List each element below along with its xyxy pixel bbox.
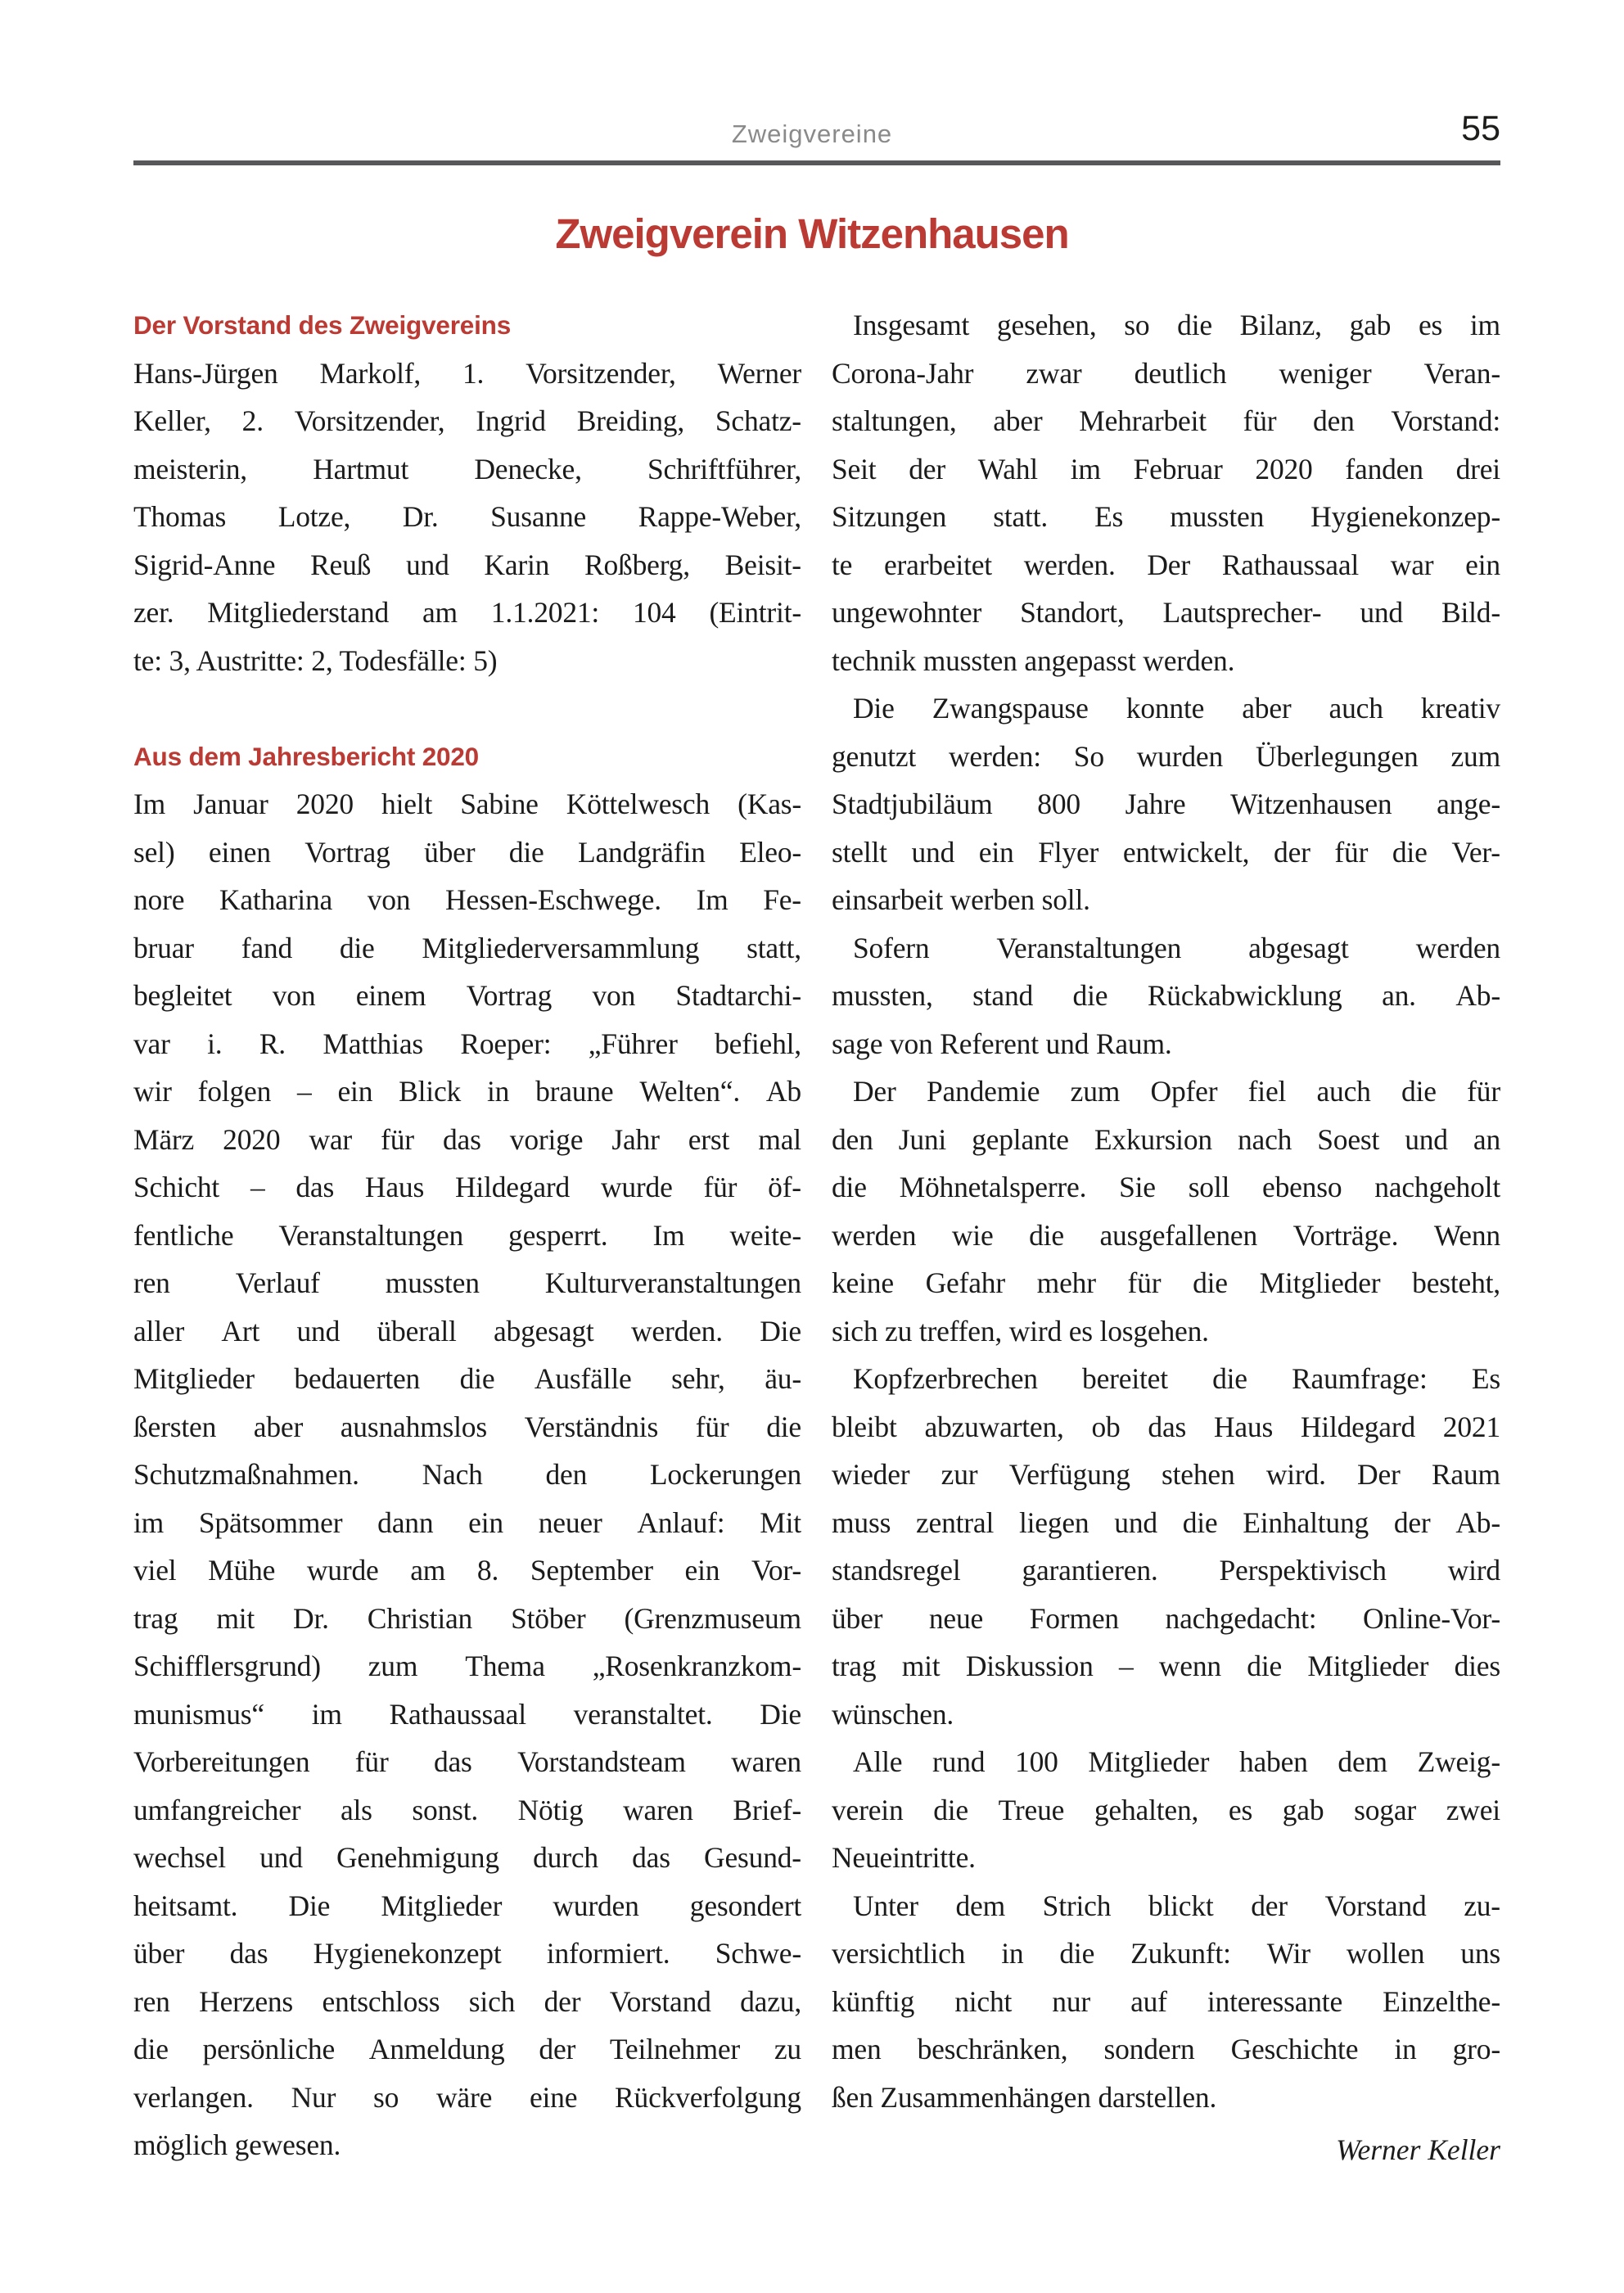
text-line: genutzt werden: So wurden Überlegungen zum bbox=[832, 739, 1500, 773]
text-line: aller Art und überall abgesagt werden. Die bbox=[133, 1314, 801, 1347]
text-line: technik mussten angepasst werden. bbox=[832, 643, 1235, 677]
right-text-column bbox=[832, 301, 1500, 2174]
text-line: trag mit Diskussion – wenn die Mitglieder dies bbox=[832, 1650, 1500, 1682]
text-line: Vorbereitungen für das Vorstandsteam waren bbox=[133, 1745, 801, 1778]
text-line: zer. Mitgliederstand am 1.1.2021: 104 (Eintrit- bbox=[133, 596, 801, 629]
text-line: ungewohnter Standort, Lautsprecher- und Bild- bbox=[832, 596, 1500, 629]
text-line: sage von Referent und Raum. bbox=[832, 1027, 1172, 1060]
text-line: ßen Zusammenhängen darstellen. bbox=[832, 2080, 1217, 2114]
text-line: Thomas Lotze, Dr. Susanne Rappe-Weber, bbox=[133, 500, 801, 533]
text-line: umfangreicher als sonst. Nötig waren Brief- bbox=[133, 1793, 801, 1826]
text-line: Stadtjubiläum 800 Jahre Witzenhausen ange- bbox=[832, 788, 1500, 820]
text-line: Mitglieder bedauerten die Ausfälle sehr, äu- bbox=[133, 1362, 801, 1395]
text-line: munismus“ im Rathaussaal veranstaltet. Die bbox=[133, 1697, 801, 1731]
text-line: den Juni geplante Exkursion nach Soest und an bbox=[832, 1122, 1500, 1156]
page-title: Zweigverein Witzenhausen bbox=[555, 210, 1069, 257]
text-line: keine Gefahr mehr für die Mitglieder besteht, bbox=[832, 1266, 1500, 1299]
section-heading: Der Vorstand des Zweigvereins bbox=[133, 310, 512, 340]
text-line: sich zu treffen, wird es losgehen. bbox=[832, 1314, 1209, 1347]
text-line: ßersten aber ausnahmslos Verständnis für die bbox=[133, 1410, 801, 1443]
text-line: nore Katharina von Hessen-Eschwege. Im Fe- bbox=[133, 883, 801, 916]
text-line: stellt und ein Flyer entwickelt, der für die Ver- bbox=[832, 835, 1500, 869]
text-line: Neueintritte. bbox=[832, 1841, 976, 1874]
text-line: var i. R. Matthias Roeper: „Führer befiehl, bbox=[133, 1027, 801, 1060]
text-line: wieder zur Verfügung stehen wird. Der Raum bbox=[832, 1458, 1500, 1491]
text-line: Schifflersgrund) zum Thema „Rosenkranzkom- bbox=[133, 1650, 801, 1682]
text-line: te: 3, Austritte: 2, Todesfälle: 5) bbox=[133, 643, 498, 677]
text-line: heitsamt. Die Mitglieder wurden gesondert bbox=[133, 1889, 801, 1922]
text-line: über neue Formen nachgedacht: Online-Vor- bbox=[832, 1601, 1500, 1635]
text-line: Seit der Wahl im Februar 2020 fanden drei bbox=[832, 452, 1500, 485]
text-line: viel Mühe wurde am 8. September ein Vor- bbox=[133, 1554, 801, 1587]
text-line: bleibt abzuwarten, ob das Haus Hildegard 2021 bbox=[832, 1410, 1500, 1443]
running-head: Zweigvereine bbox=[731, 120, 893, 148]
author-signature: Werner Keller bbox=[1336, 2133, 1500, 2166]
text-line: Insgesamt gesehen, so die Bilanz, gab es im bbox=[853, 309, 1500, 341]
text-line: Sofern Veranstaltungen abgesagt werden bbox=[853, 931, 1500, 964]
text-line: versichtlich in die Zukunft: Wir wollen uns bbox=[832, 1937, 1500, 1970]
text-line: sel) einen Vortrag über die Landgräfin Eleo- bbox=[133, 835, 801, 869]
text-line: wechsel und Genehmigung durch das Gesund- bbox=[133, 1841, 801, 1874]
text-line: ren Herzens entschloss sich der Vorstand dazu, bbox=[133, 1984, 801, 2018]
text-line: einsarbeit werben soll. bbox=[832, 883, 1090, 916]
text-line: staltungen, aber Mehrarbeit für den Vorstand: bbox=[832, 404, 1500, 437]
text-line: verlangen. Nur so wäre eine Rückverfolgung bbox=[133, 2080, 801, 2114]
text-line: im Spätsommer dann ein neuer Anlauf: Mit bbox=[133, 1505, 801, 1539]
left-text-column bbox=[133, 301, 801, 2169]
text-line: Die Zwangspause konnte aber auch kreativ bbox=[853, 692, 1500, 724]
text-line: möglich gewesen. bbox=[133, 2128, 341, 2161]
text-line: Sigrid-Anne Reuß und Karin Roßberg, Beisit- bbox=[133, 548, 801, 581]
text-line: die persönliche Anmeldung der Teilnehmer zu bbox=[133, 2033, 801, 2065]
text-line: verein die Treue gehalten, es gab sogar zwei bbox=[832, 1793, 1500, 1826]
text-line: Hans-Jürgen Markolf, 1. Vorsitzender, Werner bbox=[133, 356, 801, 390]
blank-line bbox=[133, 684, 801, 733]
text-line: bruar fand die Mitgliederversammlung statt, bbox=[133, 931, 801, 964]
text-line: Schicht – das Haus Hildegard wurde für öf- bbox=[133, 1171, 801, 1203]
text-line: Alle rund 100 Mitglieder haben dem Zweig- bbox=[853, 1745, 1500, 1778]
text-line: Keller, 2. Vorsitzender, Ingrid Breiding, Schatz- bbox=[133, 404, 801, 437]
page-number: 55 bbox=[1461, 109, 1500, 148]
text-line: Im Januar 2020 hielt Sabine Köttelwesch (Kas- bbox=[133, 788, 801, 820]
text-line: Corona-Jahr zwar deutlich weniger Veran- bbox=[832, 356, 1500, 390]
text-line: te erarbeitet werden. Der Rathaussaal war ein bbox=[832, 548, 1500, 581]
text-line: ren Verlauf mussten Kulturveranstaltungen bbox=[133, 1266, 801, 1299]
text-line: trag mit Dr. Christian Stöber (Grenzmuseum bbox=[133, 1601, 801, 1635]
text-line: künftig nicht nur auf interessante Einzelthe- bbox=[832, 1984, 1500, 2018]
right-column-flow bbox=[832, 301, 1500, 2121]
text-line: begleitet von einem Vortrag von Stadtarchi- bbox=[133, 979, 801, 1012]
text-line: Schutzmaßnahmen. Nach den Lockerungen bbox=[133, 1458, 801, 1491]
text-line: men beschränken, sondern Geschichte in gro- bbox=[832, 2033, 1500, 2065]
text-line: mussten, stand die Rückabwicklung an. Ab- bbox=[832, 979, 1500, 1012]
left-column-flow bbox=[133, 301, 801, 2169]
text-line: muss zentral liegen und die Einhaltung der Ab- bbox=[832, 1505, 1500, 1539]
text-line: Sitzungen statt. Es mussten Hygienekonzep- bbox=[832, 500, 1500, 533]
text-line: die Möhnetalsperre. Sie soll ebenso nachgeholt bbox=[832, 1171, 1500, 1203]
text-line: über das Hygienekonzept informiert. Schwe- bbox=[133, 1937, 801, 1970]
header-rule bbox=[133, 160, 1500, 165]
text-line: standsregel garantieren. Perspektivisch wird bbox=[832, 1554, 1500, 1587]
text-line: wünschen. bbox=[832, 1697, 954, 1731]
text-line: Unter dem Strich blickt der Vorstand zu- bbox=[853, 1889, 1500, 1922]
text-line: März 2020 war für das vorige Jahr erst mal bbox=[133, 1122, 801, 1156]
text-line: wir folgen – ein Blick in braune Welten“. Ab bbox=[133, 1075, 801, 1108]
text-line: Der Pandemie zum Opfer fiel auch die für bbox=[853, 1075, 1500, 1108]
text-line: meisterin, Hartmut Denecke, Schriftführer, bbox=[133, 452, 801, 485]
text-line: fentliche Veranstaltungen gesperrt. Im weite- bbox=[133, 1218, 801, 1252]
text-line: Kopfzerbrechen bereitet die Raumfrage: Es bbox=[853, 1362, 1500, 1395]
section-heading: Aus dem Jahresbericht 2020 bbox=[133, 741, 480, 771]
text-line: werden wie die ausgefallenen Vorträge. Wenn bbox=[832, 1218, 1500, 1252]
